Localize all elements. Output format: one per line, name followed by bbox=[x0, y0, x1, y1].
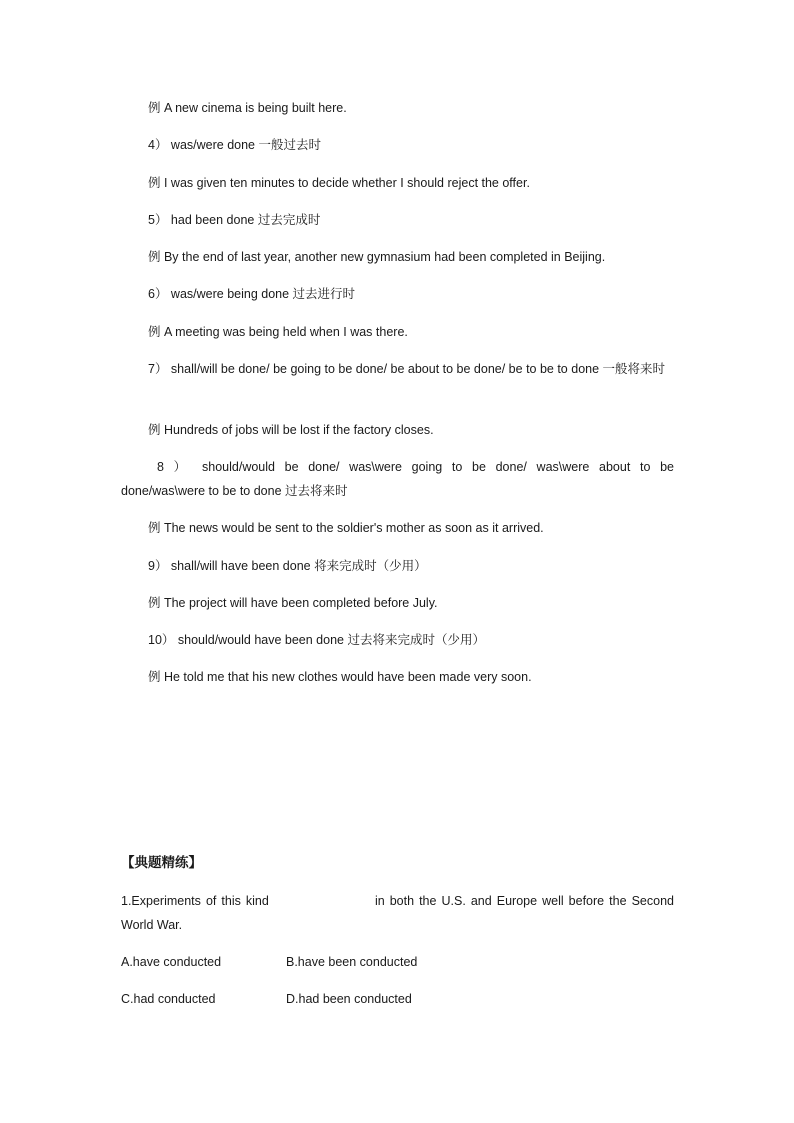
tense-item: 8 ） should/would be done/ was\were going to be done/ was\were about to be done/was\were to be to done 过去将来时 bbox=[121, 460, 674, 498]
example-line: 例 By the end of last year, another new gymnasium had been completed in Beijing. bbox=[148, 250, 606, 264]
example-line: 例 I was given ten minutes to decide whether I should reject the offer. bbox=[148, 176, 530, 190]
options-row-1 bbox=[121, 954, 674, 970]
practice-heading: 【典题精练】 bbox=[121, 855, 202, 870]
example-line: 例 The news would be sent to the soldier's mother as soon as it arrived. bbox=[148, 521, 544, 535]
question-text-end: in both the U.S. and Europe well before the Second World War. bbox=[121, 894, 674, 932]
option-c: C.had conducted bbox=[121, 992, 216, 1006]
example-line: 例 He told me that his new clothes would have been made very soon. bbox=[148, 670, 532, 684]
tense-item: 10） should/would have been done 过去将来完成时（少用） bbox=[148, 633, 485, 647]
question-1 bbox=[121, 889, 674, 937]
option-a: A.have conducted bbox=[121, 955, 222, 969]
options-row-2 bbox=[121, 991, 674, 1007]
example-line: 例 The project will have been completed before July. bbox=[148, 596, 438, 610]
tense-item: 5） had been done 过去完成时 bbox=[148, 213, 321, 227]
option-b: B.have been conducted bbox=[286, 955, 418, 969]
tense-item: 9） shall/will have been done 将来完成时（少用） bbox=[148, 559, 427, 573]
example-line: 例 A new cinema is being built here. bbox=[148, 101, 347, 115]
tense-item: 7） shall/will be done/ be going to be done/ be about to be done/ be to be to done 一般将来时 bbox=[148, 362, 666, 376]
tense-item: 6） was/were being done 过去进行时 bbox=[148, 287, 356, 301]
question-text-start: 1.Experiments of this kind bbox=[121, 894, 269, 908]
example-line: 例 A meeting was being held when I was there. bbox=[148, 325, 408, 339]
example-line: 例 Hundreds of jobs will be lost if the factory closes. bbox=[148, 423, 434, 437]
tense-item: 4） was/were done 一般过去时 bbox=[148, 138, 321, 152]
option-d: D.had been conducted bbox=[286, 992, 412, 1006]
